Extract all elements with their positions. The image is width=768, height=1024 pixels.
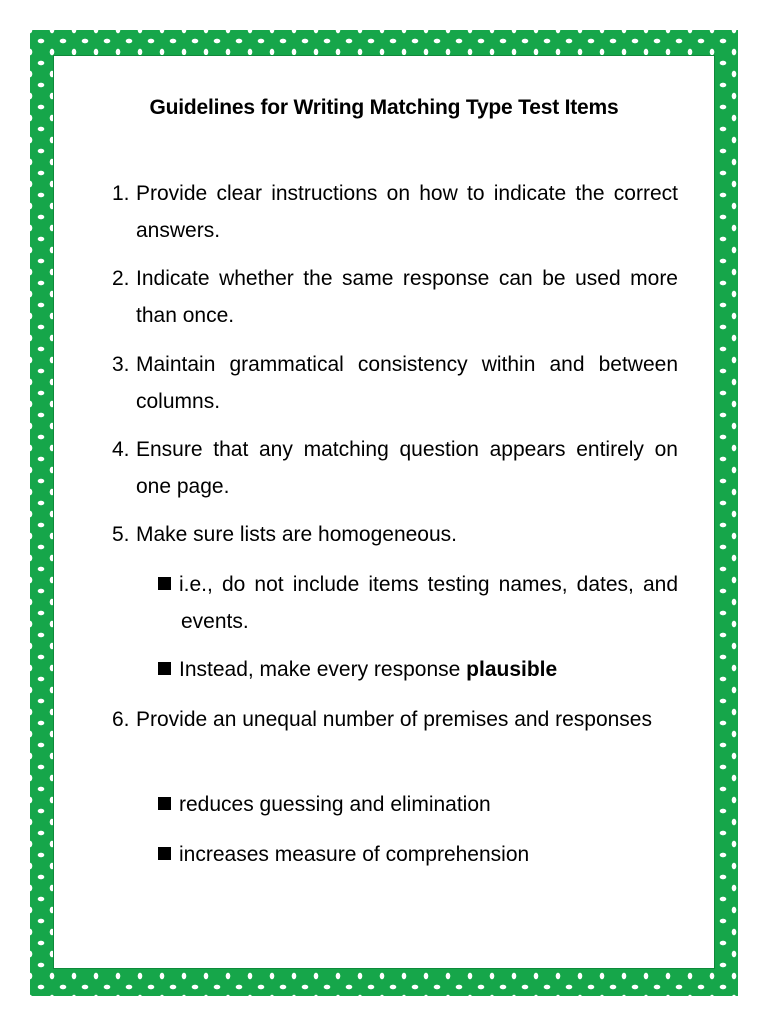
- sub-item-text: increases measure of comprehension: [179, 843, 530, 866]
- item-number: 1.: [112, 182, 130, 205]
- square-bullet-icon: [158, 797, 171, 810]
- item-text: Provide an unequal number of premises and responses: [136, 708, 652, 731]
- square-bullet-icon: [158, 662, 171, 675]
- item-text: Indicate whether the same response can be used more than once.: [136, 267, 678, 327]
- page-title: Guidelines for Writing Matching Type Test Items: [149, 96, 619, 119]
- item-number: 4.: [112, 438, 130, 461]
- item-number: 2.: [112, 267, 130, 290]
- sub-item-text: reduces guessing and elimination: [179, 793, 491, 816]
- sub-item-text: Instead, make every response: [179, 658, 467, 681]
- list-item-2: [112, 260, 678, 334]
- list-item-1: [112, 175, 678, 249]
- emphasis-plausible: plausible: [466, 658, 558, 681]
- list-item-3: [112, 346, 678, 420]
- item-number: 5.: [112, 523, 130, 546]
- item-number: 6.: [112, 708, 130, 731]
- item-text: Ensure that any matching question appears entirely on one page.: [136, 438, 678, 498]
- sub-item-6b: [158, 836, 678, 873]
- square-bullet-icon: [158, 577, 171, 590]
- list-item-4: [112, 431, 678, 505]
- list-item-6: [112, 701, 678, 738]
- sub-item-5a: [158, 566, 678, 640]
- item-number: 3.: [112, 353, 130, 376]
- square-bullet-icon: [158, 847, 171, 860]
- sub-item-5b: [158, 651, 678, 688]
- list-item-5: [112, 516, 678, 553]
- item-text: Make sure lists are homogeneous.: [136, 523, 457, 546]
- item-text: Provide clear instructions on how to indicate the correct answers.: [136, 182, 678, 242]
- sub-item-text: i.e., do not include items testing names, dates, and events.: [179, 573, 678, 633]
- sub-item-6a: [158, 786, 678, 823]
- item-text: Maintain grammatical consistency within and between columns.: [136, 353, 678, 413]
